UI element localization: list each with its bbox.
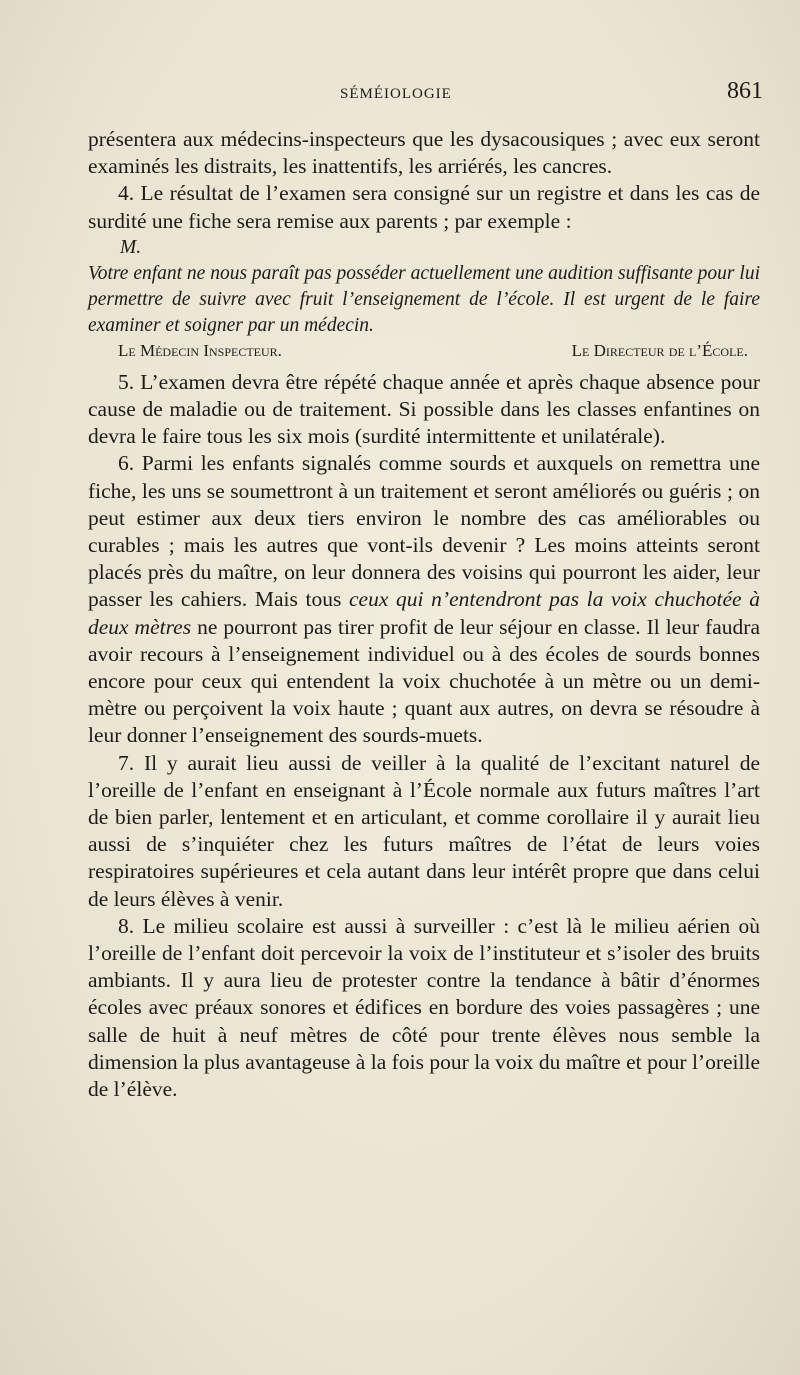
note-salutation: M. — [120, 236, 142, 258]
paragraph-6-emphasis: ceux qui n’entendront pas la voix chuchotée à deux mètres — [88, 587, 760, 639]
page-header — [0, 78, 800, 108]
paragraph-4: 4. Le résultat de l’examen sera consigné sur un registre et dans les cas de surdité une fiche sera remise aux parents ; par exemple : — [88, 181, 760, 233]
paragraph-5: 5. L’examen devra être répété chaque année et après chaque absence pour cause de maladie ou de traitement. Si possible dans les classes enfantines on devra le faire tous les six mois (surdité intermittente et unilatérale). — [88, 369, 760, 449]
paragraph-8: 8. Le milieu scolaire est aussi à surveiller : c’est là le milieu aérien où l’oreille de l’enfant doit percevoir la voix de l’instituteur et s’isoler des bruits ambiants. Il y aura lieu de protester contre la tendance à bâtir d’énormes écoles avec préaux sonores et édifices en bordure des voies passagères ; une salle de huit à neuf mètres de côté pour trente élèves nous semble la dimension la plus avantageuse à la fois pour la voix du maître et pour l’oreille de l’élève. — [88, 913, 760, 1102]
signature-director: Le Directeur de l’École. — [571, 340, 748, 360]
page-body — [88, 126, 760, 1103]
paragraph-7: 7. Il y aurait lieu aussi de veiller à la qualité de l’excitant naturel de l’oreille de l’enfant en enseignant à l’École normale aux futurs maîtres l’art de bien parler, lentement et en articulant, et comme corollaire il y aurait lieu aussi de s’inquiéter chez les futurs maîtres de l’état de leurs voies respiratoires supérieures et cela autant dans leur intérêt propre que dans celui de leurs élèves à venir. — [88, 750, 760, 911]
paragraph-6-part-a: 6. Parmi les enfants signalés comme sourds et auxquels on remettra une fiche, les uns se soumettront à un traitement et seront améliorés ou guéris ; on peut estimer aux deux tiers environ le nombre des cas améliorables ou curables ; mais les autres que vont-ils devenir ? Les moins atteints seront placés près du maître, on leur donnera des voisins qui pourront les aider, leur passer les cahiers. Mais tous — [88, 451, 760, 612]
note-signatures — [88, 339, 760, 363]
page-number: 861 — [727, 78, 763, 104]
note-text: Votre enfant ne nous paraît pas posséder actuellement une audition suffisante pour lui permettre de suivre avec fruit l’enseignement de l’école. Il est urgent de le faire examiner et soigner par un médecin. — [88, 262, 760, 336]
paragraph-6 — [88, 450, 760, 749]
running-head: SÉMÉIOLOGIE — [340, 86, 452, 102]
signature-inspector: Le Médecin Inspecteur. — [118, 340, 282, 360]
paragraph-6-part-b: ne pourront pas tirer profit de leur séjour en classe. Il leur faudra avoir recours à l’enseignement individuel ou à des écoles de sourds bonnes encore pour ceux qui entendent la voix chuchotée à un mètre ou un demi-mètre ou perçoivent la voix haute ; quant aux autres, on devra se résoudre à leur donner l’enseignement des sourds-muets. — [88, 614, 760, 748]
paragraph-intro: présentera aux médecins-inspecteurs que les dysacousiques ; avec eux seront examinés les distraits, les inattentifs, les arriérés, les cancres. — [88, 127, 760, 179]
